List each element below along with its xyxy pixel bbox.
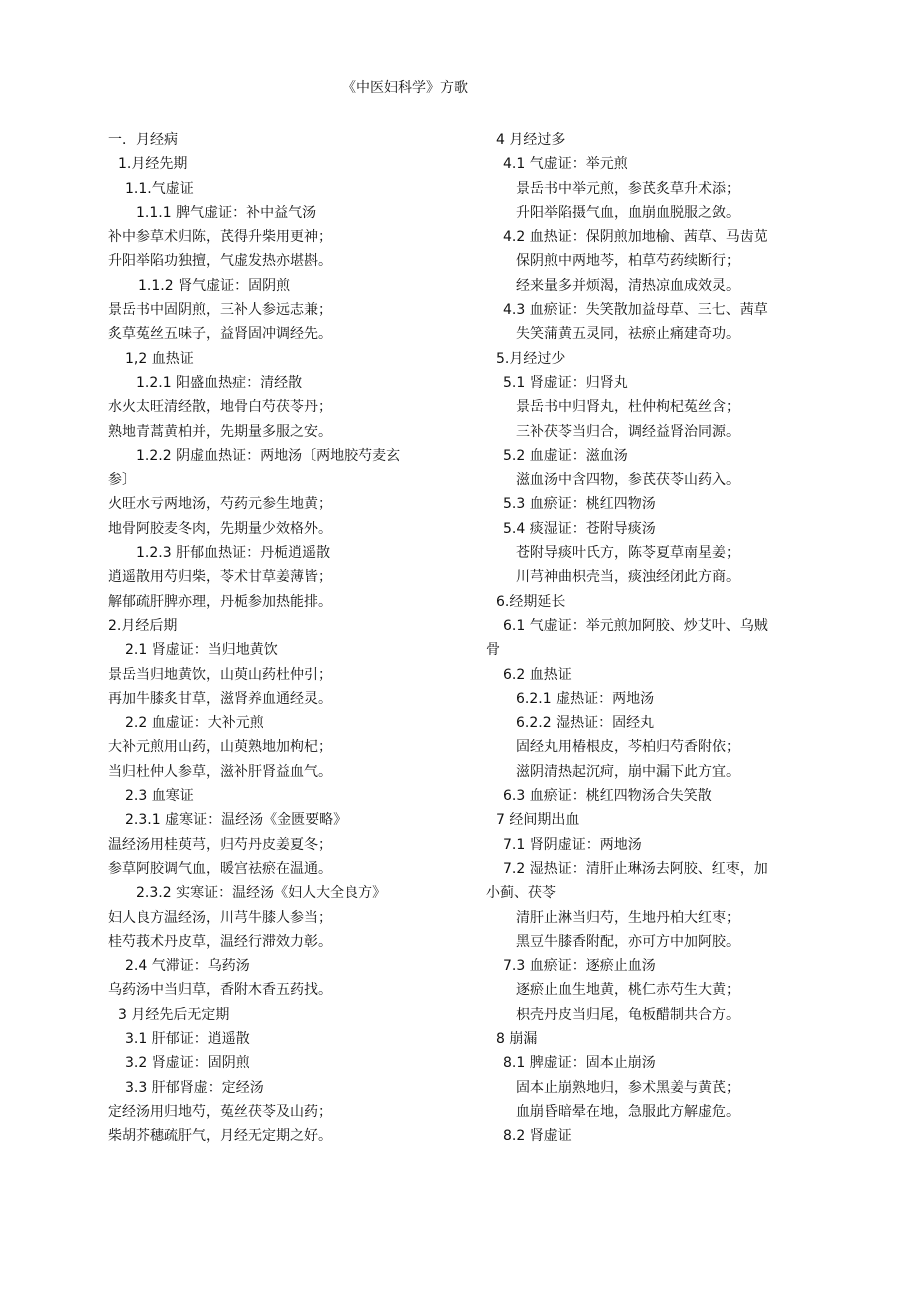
text-line: 升阳举陷摄气血，血崩血脱服之敛。	[516, 204, 740, 221]
text-line: 5.3 血瘀证：桃红四物汤	[503, 496, 656, 513]
text-line: 定经汤用归地芍，菟丝茯苓及山药；	[108, 1103, 332, 1120]
text-line: 三补茯苓当归合，调经益肾治同源。	[516, 423, 740, 440]
text-line: 补中参草术归陈，芪得升柴用更神；	[108, 229, 332, 246]
text-line: 妇人良方温经汤，川芎牛膝人参当；	[108, 909, 332, 926]
text-line: 1.2.1 阳盛血热症：清经散	[136, 374, 303, 391]
text-line: 1,2 血热证	[125, 350, 194, 367]
text-line: 6.2.1 虚热证：两地汤	[516, 690, 655, 707]
text-line: 参草阿胶调气血，暖宫祛瘀在温通。	[108, 860, 332, 877]
text-line: 4.3 血瘀证：失笑散加益母草、三七、茜草	[503, 302, 768, 319]
text-line: 水火太旺清经散，地骨白芍茯苓丹；	[108, 399, 332, 416]
right-column	[486, 128, 816, 1148]
text-line: 火旺水亏两地汤，芍药元参生地黄；	[108, 496, 332, 513]
text-line: 7 经间期出血	[496, 812, 580, 829]
text-line: 8.1 脾虚证：固本止崩汤	[503, 1055, 656, 1072]
text-line: 1.1.2 肾气虚证：固阴煎	[138, 277, 291, 294]
text-line: 2.3.1 虚寒证：温经汤《金匮要略》	[125, 812, 348, 829]
text-line: 6.3 血瘀证：桃红四物汤合失笑散	[503, 788, 712, 805]
text-line: 2.3.2 实寒证：温经汤《妇人大全良方》	[136, 885, 387, 902]
text-line: 2.月经后期	[108, 617, 178, 634]
text-line: 枳壳丹皮当归尾，龟板醋制共合方。	[516, 1006, 740, 1023]
text-line: 5.2 血虚证：滋血汤	[503, 447, 628, 464]
text-line: 滋血汤中含四物，参芪茯苓山药入。	[516, 472, 740, 489]
text-line: 苍附导痰叶氏方，陈苓夏草南星姜；	[516, 545, 740, 562]
left-column	[108, 128, 448, 1148]
text-line: 5.月经过少	[496, 350, 566, 367]
text-line: 柴胡芥穗疏肝气，月经无定期之好。	[108, 1128, 332, 1145]
text-line: 地骨阿胶麦冬肉，先期量少效格外。	[108, 520, 332, 537]
text-line: 失笑蒲黄五灵同，祛瘀止痛建奇功。	[516, 326, 740, 343]
text-line: 解郁疏肝脾亦理，丹栀参加热能排。	[108, 593, 332, 610]
text-line: 参〕	[108, 472, 136, 489]
text-line: 8.2 肾虚证	[503, 1128, 572, 1145]
text-line: 升阳举陷功独擅，气虚发热亦堪斟。	[108, 253, 332, 270]
text-line: 3.2 肾虚证：固阴煎	[125, 1055, 250, 1072]
text-line: 景岳书中固阴煎，三补人参远志兼；	[108, 302, 332, 319]
text-line: 一．月经病	[108, 132, 178, 148]
text-line: 温经汤用桂萸芎，归芍丹皮姜夏冬；	[108, 836, 332, 853]
text-line: 固经丸用椿根皮，芩柏归芍香附依；	[516, 739, 740, 756]
text-line: 再加牛膝炙甘草，滋肾养血通经灵。	[108, 690, 332, 707]
text-line: 小蓟、茯苓	[486, 885, 556, 902]
text-line: 6.2 血热证	[503, 666, 572, 683]
text-line: 乌药汤中当归草，香附木香五药找。	[108, 982, 332, 999]
text-line: 5.1 肾虚证：归肾丸	[503, 374, 628, 391]
page-title: 《中医妇科学》方歌	[342, 80, 468, 96]
text-line: 2.3 血寒证	[125, 788, 194, 805]
text-line: 骨	[486, 642, 500, 659]
text-line: 1.1.1 脾气虚证：补中益气汤	[136, 204, 317, 221]
text-line: 桂芍莪术丹皮草，温经行滞效力彰。	[108, 933, 332, 950]
text-line: 景岳书中举元煎，参芪炙草升术添；	[516, 180, 740, 197]
text-line: 2.2 血虚证：大补元煎	[125, 715, 264, 732]
text-line: 3.3 肝郁肾虚：定经汤	[125, 1079, 264, 1096]
text-line: 黑豆牛膝香附配，亦可方中加阿胶。	[516, 933, 740, 950]
text-line: 2.1 肾虚证：当归地黄饮	[125, 642, 278, 659]
text-line: 3.1 肝郁证：逍遥散	[125, 1030, 250, 1047]
text-line: 3 月经先后无定期	[118, 1006, 230, 1023]
text-line: 1.2.2 阴虚血热证：两地汤〔两地胶芍麦玄	[136, 447, 401, 464]
text-line: 逍遥散用芍归柴，苓术甘草姜薄皆；	[108, 569, 332, 586]
text-line: 7.1 肾阴虚证：两地汤	[503, 836, 642, 853]
text-line: 固本止崩熟地归，参术黑姜与黄芪；	[516, 1079, 740, 1096]
text-line: 7.2 湿热证：清肝止琳汤去阿胶、红枣，加	[503, 860, 768, 877]
text-line: 逐瘀止血生地黄，桃仁赤芍生大黄；	[516, 982, 740, 999]
text-line: 4 月经过多	[496, 132, 566, 148]
text-line: 1.月经先期	[118, 156, 188, 173]
text-line: 6.经期延长	[496, 593, 566, 610]
text-line: 血崩昏暗晕在地，急服此方解虚危。	[516, 1103, 740, 1120]
text-line: 保阴煎中两地芩，柏草芍药续断行；	[516, 253, 740, 270]
text-line: 4.1 气虚证：举元煎	[503, 156, 628, 173]
text-line: 8 崩漏	[496, 1030, 538, 1047]
text-line: 2.4 气滞证：乌药汤	[125, 958, 250, 975]
text-line: 1.2.3 肝郁血热证：丹栀逍遥散	[136, 545, 331, 562]
text-line: 6.2.2 湿热证：固经丸	[516, 715, 655, 732]
text-line: 5.4 痰湿证：苍附导痰汤	[503, 520, 656, 537]
text-line: 熟地青蒿黄柏并，先期量多服之安。	[108, 423, 332, 440]
text-line: 川芎神曲枳壳当，痰浊经闭此方商。	[516, 569, 740, 586]
text-line: 7.3 血瘀证：逐瘀止血汤	[503, 958, 656, 975]
text-line: 清肝止淋当归芍，生地丹柏大红枣；	[516, 909, 740, 926]
text-line: 炙草菟丝五味子，益肾固冲调经先。	[108, 326, 332, 343]
text-line: 4.2 血热证：保阴煎加地榆、茜草、马齿苋	[503, 229, 768, 246]
text-line: 6.1 气虚证：举元煎加阿胶、炒艾叶、乌贼	[503, 617, 768, 634]
text-line: 景岳当归地黄饮，山萸山药杜仲引；	[108, 666, 332, 683]
text-line: 1.1.气虚证	[125, 180, 194, 197]
text-line: 滋阴清热起沉疴，崩中漏下此方宜。	[516, 763, 740, 780]
text-line: 大补元煎用山药，山萸熟地加枸杞；	[108, 739, 332, 756]
text-line: 景岳书中归肾丸，杜仲枸杞菟丝含；	[516, 399, 740, 416]
text-line: 当归杜仲人参草，滋补肝肾益血气。	[108, 763, 332, 780]
text-line: 经来量多并烦渴，清热凉血成效灵。	[516, 277, 740, 294]
